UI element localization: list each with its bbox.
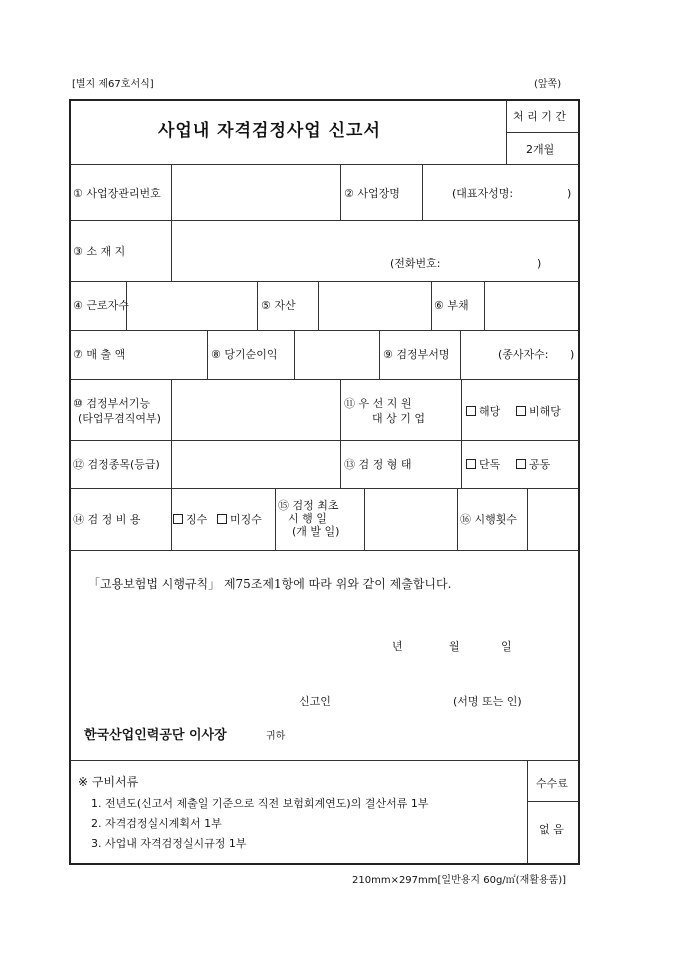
label-priority: ⑪ 우 선 지 원 xyxy=(344,397,412,410)
label-dept-function-sub: (타업무겸직여부) xyxy=(78,412,161,425)
col-line xyxy=(171,165,172,220)
checkbox-single[interactable] xyxy=(466,459,476,469)
staff-close: ) xyxy=(570,348,575,361)
row-line xyxy=(70,220,579,221)
col-line xyxy=(379,331,380,379)
label-test-cost: ⑭ 검 정 비 용 xyxy=(73,513,141,526)
col-line xyxy=(257,282,258,330)
option-single[interactable]: 단독 xyxy=(466,459,500,470)
label-workers: ④ 근로자수 xyxy=(73,299,129,312)
sales-field[interactable] xyxy=(128,333,205,377)
checkbox-not-applicable[interactable] xyxy=(516,406,526,416)
label-test-item: ⑫ 검정종목(등급) xyxy=(73,458,160,471)
col-line xyxy=(171,380,172,440)
col-line xyxy=(340,165,341,220)
option-applicable[interactable]: 해당 xyxy=(466,406,500,417)
label-staff-count: (종사자수: xyxy=(498,348,549,361)
date-month: 월 xyxy=(449,640,460,653)
col-line xyxy=(340,441,341,488)
row-line xyxy=(70,440,579,441)
label-priority-sub: 대 상 기 업 xyxy=(372,412,425,425)
net-profit-field[interactable] xyxy=(296,333,377,377)
document-item-1: 1. 전년도(신고서 제출일 기준으로 직전 보험회계연도)의 결산서류 1부 xyxy=(91,797,429,810)
label-representative: (대표자성명: xyxy=(452,187,514,200)
form-number: [별지 제67호서식] xyxy=(72,79,154,90)
processing-divider xyxy=(506,132,579,133)
col-line xyxy=(457,489,458,550)
signature-label: (서명 또는 인) xyxy=(453,695,522,708)
assets-field[interactable] xyxy=(320,284,429,328)
label-first-date: ⑮ 검정 최초 xyxy=(278,499,339,512)
col-line xyxy=(340,380,341,440)
col-line xyxy=(461,380,462,440)
col-line xyxy=(207,331,208,379)
label-business-name: ② 사업장명 xyxy=(344,187,400,200)
reporter-label: 신고인 xyxy=(299,695,331,708)
phone-close: ) xyxy=(537,257,542,270)
col-line xyxy=(422,165,423,220)
checkbox-no-collect[interactable] xyxy=(217,514,227,524)
label-dept-name: ⑨ 검정부서명 xyxy=(383,348,450,361)
option-joint[interactable]: 공동 xyxy=(516,459,550,470)
form-title: 사업내 자격검정사업 신고서 xyxy=(158,121,381,141)
frame-right xyxy=(578,99,580,865)
statement-text: 「고용보험법 시행규칙」 제75조제1항에 따라 위와 같이 제출합니다. xyxy=(88,577,452,591)
row-line xyxy=(70,760,579,761)
label-first-date-sub2: (개 발 일) xyxy=(292,525,340,538)
col-line xyxy=(527,489,528,550)
label-business-id: ① 사업장관리번호 xyxy=(73,187,161,200)
business-id-field[interactable] xyxy=(173,167,338,218)
col-line xyxy=(461,441,462,488)
label-run-count: ⑯ 시행횟수 xyxy=(460,513,518,526)
col-line xyxy=(171,441,172,488)
row-line xyxy=(70,164,579,165)
col-line xyxy=(364,489,365,550)
col-line xyxy=(171,221,172,281)
label-test-form: ⑬ 검 정 형 태 xyxy=(344,458,412,471)
date-year: 년 xyxy=(392,640,403,653)
label-first-date-sub: 시 행 일 xyxy=(288,512,327,525)
label-net-profit: ⑧ 당기순이익 xyxy=(211,348,278,361)
paper-spec: 210mm×297mm[일반용지 60g/㎡(재활용품)] xyxy=(352,875,567,886)
page-side: (앞쪽) xyxy=(534,79,562,90)
run-count-field[interactable] xyxy=(529,491,577,548)
row-line xyxy=(70,379,579,380)
col-line xyxy=(294,331,295,379)
row-line xyxy=(70,281,579,282)
signature-field[interactable] xyxy=(340,690,450,710)
col-line xyxy=(275,489,276,550)
address-field[interactable] xyxy=(173,223,577,279)
col-line xyxy=(318,282,319,330)
recipient-name: 한국산업인력공단 이사장 xyxy=(84,728,227,743)
processing-value: 2개월 xyxy=(526,143,555,156)
checkbox-applicable[interactable] xyxy=(466,406,476,416)
frame-left xyxy=(69,99,71,865)
dept-function-field[interactable] xyxy=(173,382,338,438)
first-date-field[interactable] xyxy=(366,491,455,548)
checkbox-collect[interactable] xyxy=(173,514,183,524)
option-no-collect[interactable]: 미징수 xyxy=(217,514,262,525)
row-line xyxy=(70,330,579,331)
test-item-field[interactable] xyxy=(173,443,338,486)
col-line xyxy=(527,761,528,863)
fee-label: 수수료 xyxy=(536,777,568,790)
document-item-2: 2. 자격검정실시계획서 1부 xyxy=(91,817,222,830)
row-line xyxy=(70,488,579,489)
option-collect[interactable]: 징수 xyxy=(173,514,207,525)
col-line xyxy=(460,331,461,379)
representative-close: ) xyxy=(567,187,572,200)
recipient-suffix: 귀하 xyxy=(266,731,286,742)
label-dept-function: ⑩ 검정부서기능 xyxy=(73,397,151,410)
col-line xyxy=(484,282,485,330)
date-day: 일 xyxy=(501,640,512,653)
option-not-applicable[interactable]: 비해당 xyxy=(516,406,561,417)
col-line xyxy=(171,489,172,550)
label-debt: ⑥ 부채 xyxy=(434,299,469,312)
workers-field[interactable] xyxy=(128,284,255,328)
documents-heading: ※ 구비서류 xyxy=(78,775,139,789)
label-assets: ⑤ 자산 xyxy=(261,299,296,312)
document-item-3: 3. 사업내 자격검정실시규정 1부 xyxy=(91,837,247,850)
fee-value: 없 음 xyxy=(539,823,564,836)
frame-top xyxy=(69,99,580,101)
checkbox-joint[interactable] xyxy=(516,459,526,469)
label-phone: (전화번호: xyxy=(390,257,441,270)
label-sales: ⑦ 매 출 액 xyxy=(73,348,126,361)
frame-bottom xyxy=(69,863,580,865)
label-address: ③ 소 재 지 xyxy=(73,245,126,258)
row-line xyxy=(70,550,579,551)
debt-field[interactable] xyxy=(486,284,577,328)
fee-divider xyxy=(527,801,579,802)
col-line xyxy=(431,282,432,330)
processing-label: 처 리 기 간 xyxy=(513,110,566,123)
